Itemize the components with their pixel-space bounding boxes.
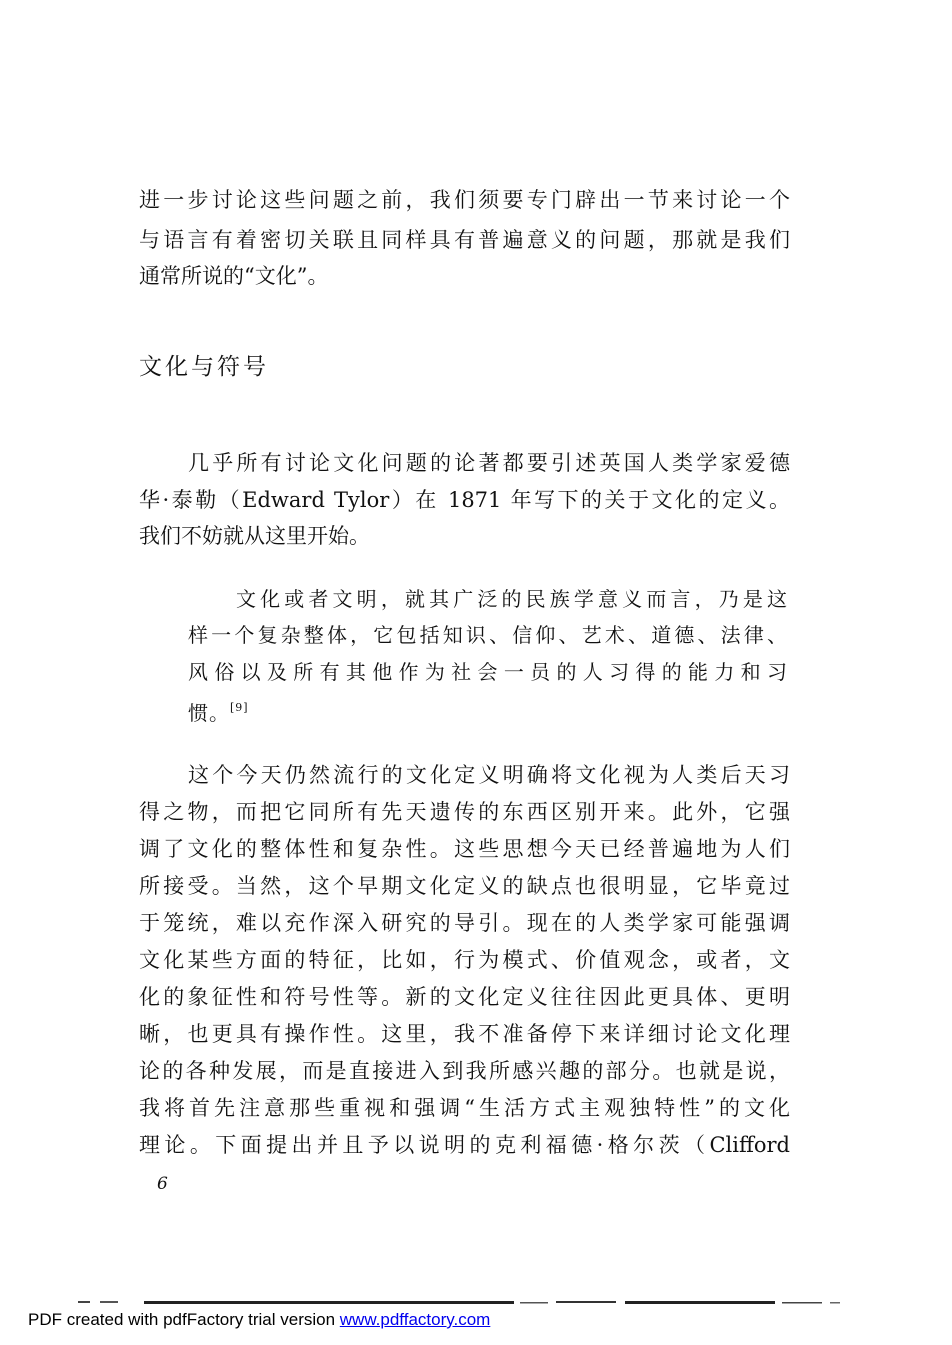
pdf-footer <box>28 1309 490 1331</box>
paragraph-2-line-2: 得之物，而把它同所有先天遗传的东西区别开来。此外，它强 <box>139 800 790 824</box>
quote-line-1: 文化或者文明，就其广泛的民族学意义而言，乃是这 <box>236 587 788 611</box>
scan-rule <box>60 1300 850 1305</box>
footnote-marker: [9] <box>230 701 249 714</box>
paragraph-1-line-2: 华·泰勒（Edward Tylor）在 1871 年写下的关于文化的定义。 <box>139 488 790 512</box>
paragraph-2-line-3: 调了文化的整体性和复杂性。这些思想今天已经普遍地为人们 <box>139 837 790 861</box>
paragraph-2-line-9: 论的各种发展，而是直接进入到我所感兴趣的部分。也就是说， <box>139 1059 790 1083</box>
quote-line-2: 样一个复杂整体，它包括知识、信仰、艺术、道德、法律、 <box>188 623 788 647</box>
paragraph-2-line-5: 于笼统，难以充作深入研究的导引。现在的人类学家可能强调 <box>139 911 790 935</box>
intro-line-2: 与语言有着密切关联且同样具有普遍意义的问题，那就是我们 <box>139 228 790 252</box>
footer-text: PDF created with pdfFactory trial version <box>28 1310 340 1329</box>
quote-line-4-text: 惯。 <box>188 701 230 725</box>
paragraph-1-line-3: 我们不妨就从这里开始。 <box>139 524 370 548</box>
intro-line-3: 通常所说的“文化”。 <box>139 264 329 288</box>
paragraph-2-line-6: 文化某些方面的特征，比如，行为模式、价值观念，或者，文 <box>139 948 790 972</box>
paragraph-2-line-7: 化的象征性和符号性等。新的文化定义往往因此更具体、更明 <box>139 985 790 1009</box>
paragraph-2-line-8: 晰，也更具有操作性。这里，我不准备停下来详细讨论文化理 <box>139 1022 790 1046</box>
section-heading: 文化与符号 <box>139 354 269 380</box>
paragraph-1-line-1: 几乎所有讨论文化问题的论著都要引述英国人类学家爱德 <box>188 451 790 475</box>
quote-line-3: 风俗以及所有其他作为社会一员的人习得的能力和习 <box>188 660 788 684</box>
paragraph-2-line-11: 理论。下面提出并且予以说明的克利福德·格尔茨（Clifford <box>139 1133 790 1157</box>
page-number: 6 <box>157 1174 168 1194</box>
intro-line-1: 进一步讨论这些问题之前，我们须要专门辟出一节来讨论一个 <box>139 188 790 212</box>
quote-line-4 <box>188 694 788 727</box>
footer-link[interactable]: www.pdffactory.com <box>339 1310 491 1329</box>
paragraph-2-line-4: 所接受。当然，这个早期文化定义的缺点也很明显，它毕竟过 <box>139 874 790 898</box>
paragraph-2-line-10: 我将首先注意那些重视和强调“生活方式主观独特性”的文化 <box>139 1096 790 1120</box>
paragraph-2-line-1: 这个今天仍然流行的文化定义明确将文化视为人类后天习 <box>188 763 790 787</box>
